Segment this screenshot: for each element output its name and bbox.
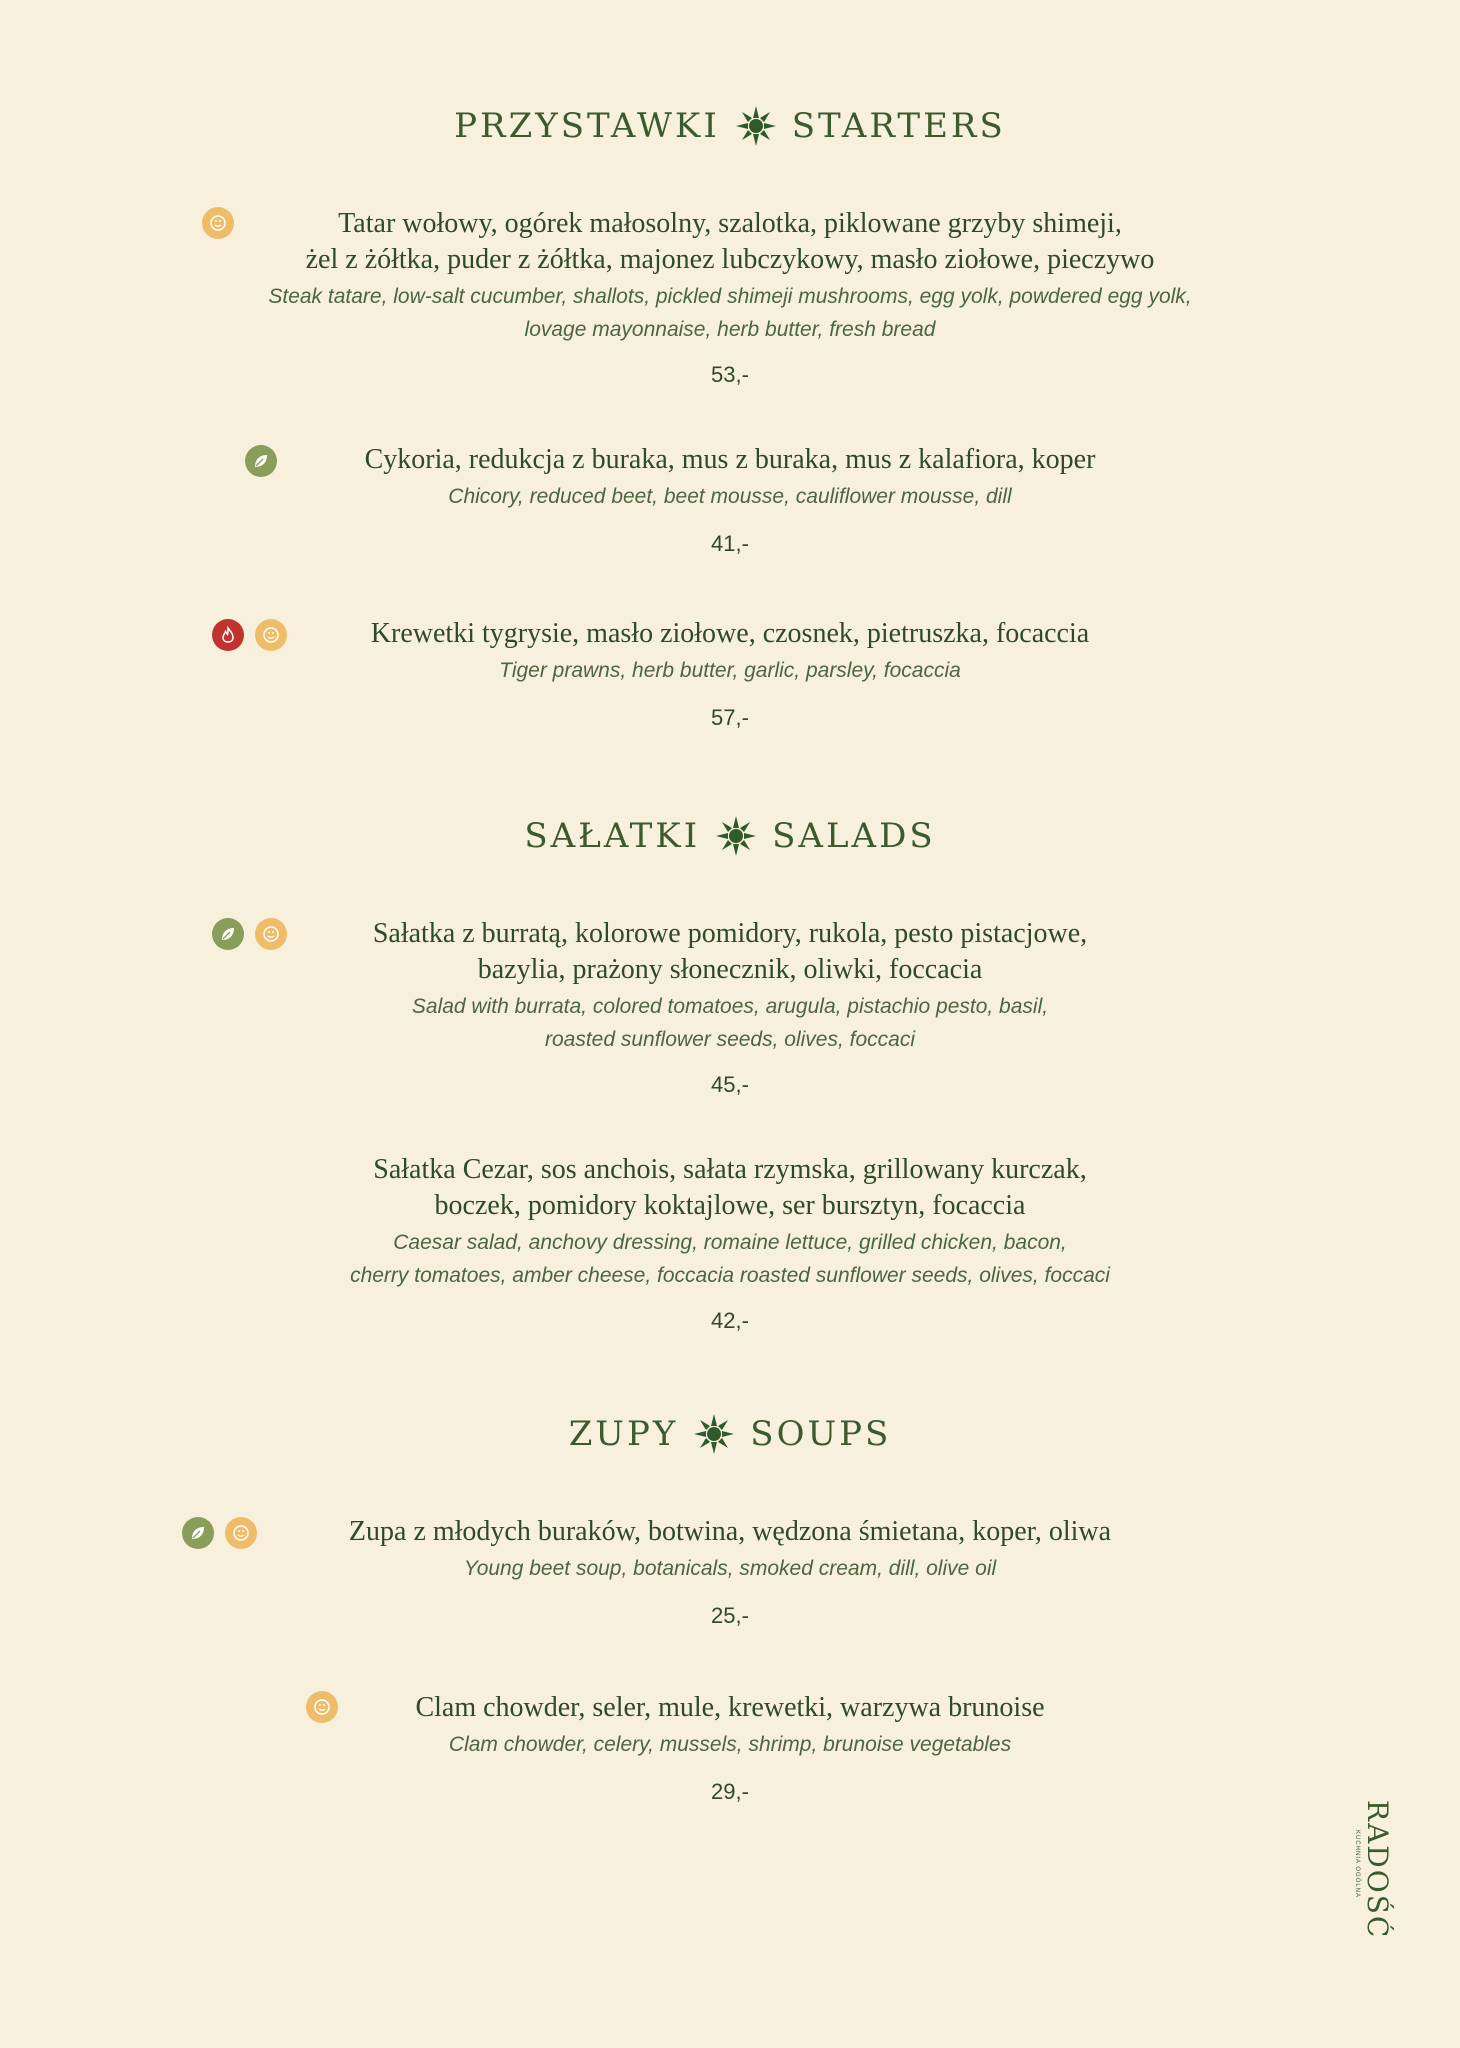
- vegetarian-leaf-icon: [245, 445, 277, 477]
- dish-icons: [245, 445, 277, 477]
- brand-tagline: KUCHNIA OGÓLNA: [1354, 1830, 1360, 1899]
- dish-price: 42,-: [711, 1308, 749, 1333]
- dish-name-en: [0, 990, 1460, 1056]
- dish-desc-line: Young beet soup, botanicals, smoked cream, dill, olive oil: [463, 1557, 997, 1580]
- dish-name-en: [0, 1728, 1460, 1761]
- sun-ornament-icon: [734, 104, 778, 148]
- section-header-soups: [0, 1412, 1460, 1456]
- dish-name-en: [0, 480, 1460, 513]
- dish-name-line: Cykoria, redukcja z buraka, mus z buraka, mus z kalafiora, koper: [364, 444, 1096, 475]
- dish-price: 29,-: [711, 1779, 749, 1804]
- dish-name-en: [0, 1226, 1460, 1292]
- dish-name-en: [0, 654, 1460, 687]
- section-title-pl: PRZYSTAWKI: [454, 106, 720, 146]
- vegetarian-leaf-icon: [212, 918, 244, 950]
- dish-icons: [202, 207, 234, 239]
- dish-desc-line: roasted sunflower seeds, olives, foccaci: [544, 1028, 915, 1051]
- dish-price: 45,-: [711, 1072, 749, 1097]
- dish-desc-line: Clam chowder, celery, mussels, shrimp, brunoise vegetables: [448, 1733, 1012, 1756]
- brand-wordmark: RADOŚĆ: [1361, 1800, 1394, 1940]
- section-title-en: STARTERS: [791, 106, 1006, 146]
- dish-price: 57,-: [711, 705, 749, 730]
- dish-name-en: [0, 1552, 1460, 1585]
- dish-price: 53,-: [711, 362, 749, 387]
- kids-smile-icon: [306, 1691, 338, 1723]
- dish-desc-line: Salad with burrata, colored tomatoes, arugula, pistachio pesto, basil,: [411, 995, 1049, 1018]
- dish-desc-line: Caesar salad, anchovy dressing, romaine lettuce, grilled chicken, bacon,: [393, 1231, 1067, 1254]
- dish-desc-line: Tiger prawns, herb butter, garlic, parsley, focaccia: [499, 659, 961, 682]
- dish-price: 25,-: [711, 1603, 749, 1628]
- dish-name-line: żel z żółtka, puder z żółtka, majonez lubczykowy, masło ziołowe, pieczywo: [305, 244, 1155, 275]
- sun-ornament-icon: [714, 814, 758, 858]
- dish-icons: [306, 1691, 338, 1723]
- vegetarian-leaf-icon: [182, 1517, 214, 1549]
- dish-desc-line: Chicory, reduced beet, beet mousse, cauliflower mousse, dill: [448, 485, 1012, 508]
- dish-name-line: Sałatka z burratą, kolorowe pomidory, rukola, pesto pistacjowe,: [372, 918, 1088, 949]
- section-header-starters: [0, 104, 1460, 148]
- section-title-pl: ZUPY: [568, 1414, 679, 1454]
- dish-name-pl: [0, 1152, 1460, 1224]
- dish-name-en: [0, 280, 1460, 346]
- menu-item: [0, 1152, 1460, 1334]
- dish-name-line: Zupa z młodych buraków, botwina, wędzona śmietana, koper, oliwa: [348, 1516, 1112, 1547]
- dish-icons: [182, 1517, 257, 1549]
- dish-name-line: bazylia, prażony słonecznik, oliwki, foccacia: [477, 954, 983, 985]
- section-title-pl: SAŁATKI: [524, 816, 701, 856]
- dish-icons: [212, 918, 287, 950]
- section-title-en: SOUPS: [750, 1414, 892, 1454]
- dish-name-line: Tatar wołowy, ogórek małosolny, szalotka, piklowane grzyby shimeji,: [338, 208, 1122, 239]
- dish-name-pl: [0, 1690, 1460, 1726]
- dish-name-pl: [0, 442, 1460, 478]
- menu-item: [0, 1690, 1460, 1805]
- dish-name-line: Clam chowder, seler, mule, krewetki, warzywa brunoise: [415, 1692, 1045, 1723]
- section-title-en: SALADS: [772, 816, 936, 856]
- kids-smile-icon: [255, 918, 287, 950]
- sun-ornament-icon: [692, 1412, 736, 1456]
- dish-name-line: Krewetki tygrysie, masło ziołowe, czosnek, pietruszka, focaccia: [370, 618, 1090, 649]
- dish-desc-line: Steak tatare, low-salt cucumber, shallots, pickled shimeji mushrooms, egg yolk, powdered egg yolk,: [268, 285, 1192, 308]
- spicy-flame-icon: [212, 619, 244, 651]
- kids-smile-icon: [225, 1517, 257, 1549]
- dish-price: 41,-: [711, 531, 749, 556]
- kids-smile-icon: [255, 619, 287, 651]
- brand-logo: [1348, 1800, 1408, 1950]
- dish-desc-line: cherry tomatoes, amber cheese, foccacia roasted sunflower seeds, olives, foccaci: [350, 1264, 1110, 1287]
- menu-item: [0, 442, 1460, 557]
- kids-smile-icon: [202, 207, 234, 239]
- section-header-salads: [0, 814, 1460, 858]
- dish-name-line: boczek, pomidory koktajlowe, ser bursztyn, focaccia: [434, 1190, 1026, 1221]
- dish-desc-line: lovage mayonnaise, herb butter, fresh bread: [524, 318, 936, 341]
- dish-name-line: Sałatka Cezar, sos anchois, sałata rzymska, grillowany kurczak,: [373, 1154, 1087, 1185]
- dish-icons: [212, 619, 287, 651]
